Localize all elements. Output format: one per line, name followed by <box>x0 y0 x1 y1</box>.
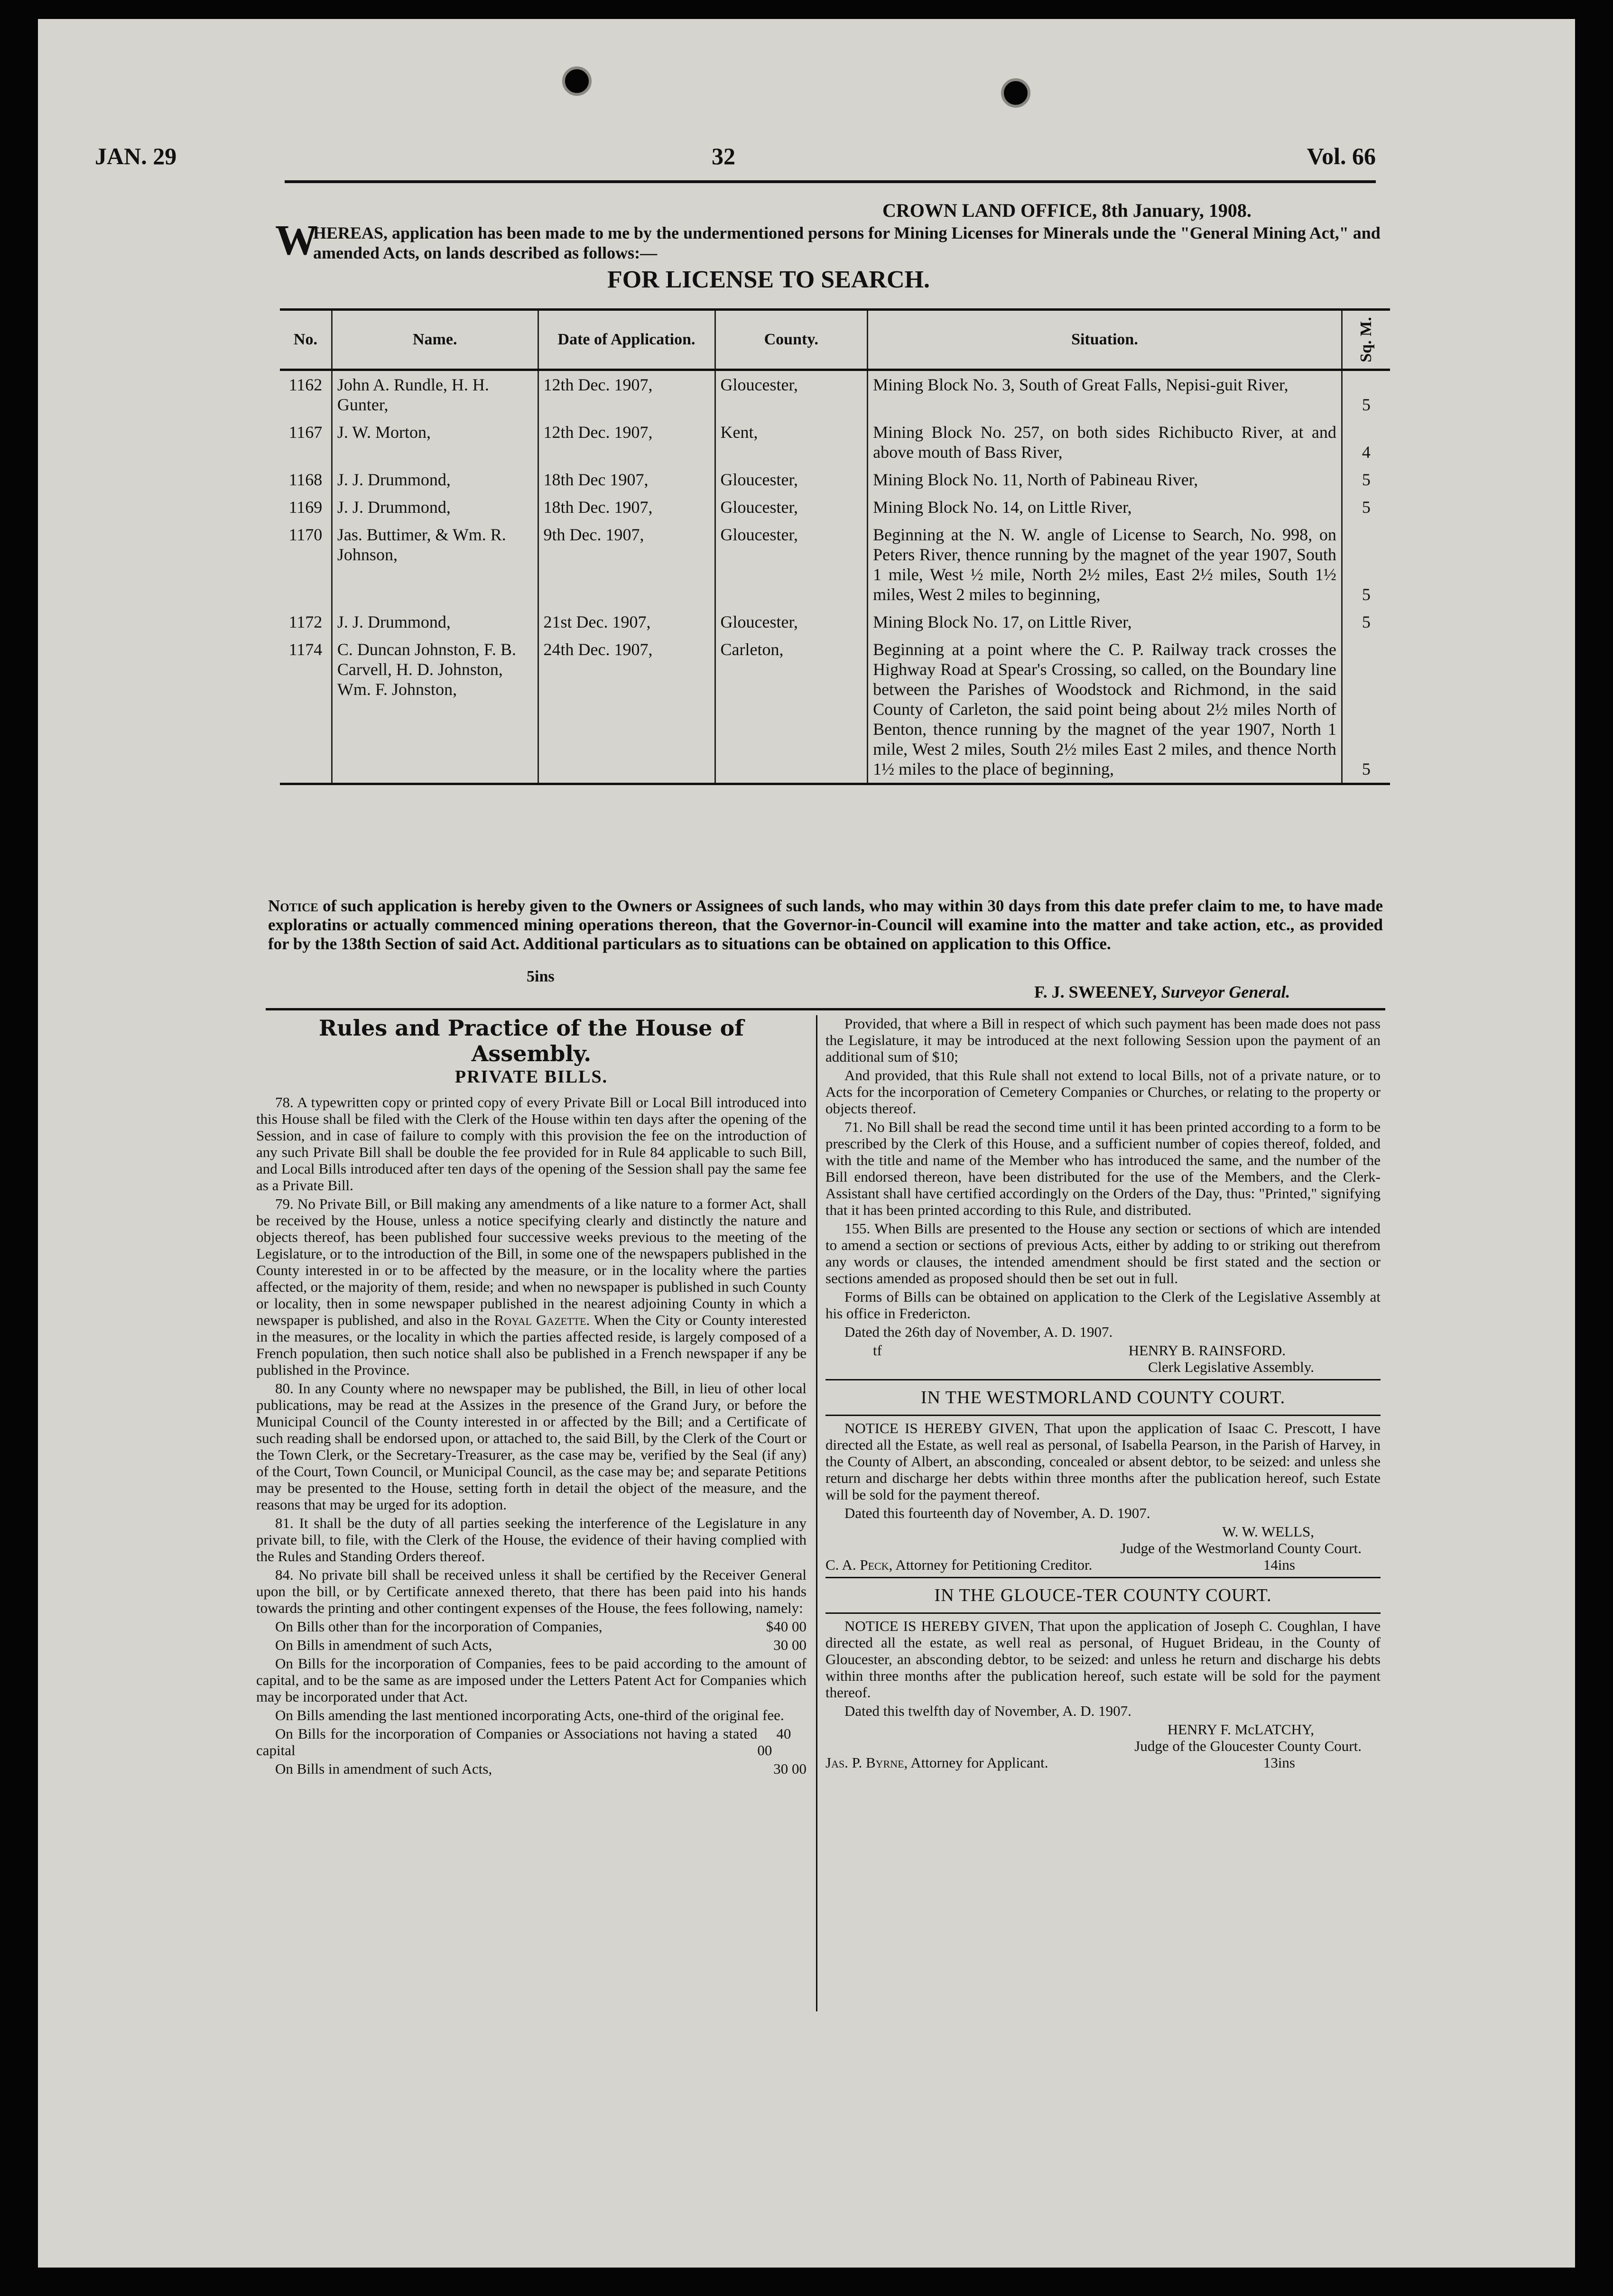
punch-hole <box>562 66 592 96</box>
whereas-text: HEREAS, application has been made to me by the undermentioned persons for Mining Licenses for Minerals unde the "General Mining Act," and amended Acts, on lands described as follows:— <box>313 223 1381 262</box>
notice-lead: Notice <box>268 897 318 915</box>
row-sq: 5 <box>1342 370 1390 419</box>
gloucester-body: That upon the application of Joseph C. Coughlan, I have directed all the estate, as well real as personal, of Huguet Brideau, in the County of Gloucester, an absconding debtor, to be seized: and unless he return and discharge his debts within three months after the publication hereof, such estate will be sold for the payment thereof. <box>825 1618 1381 1701</box>
rule-79 <box>256 1195 806 1378</box>
col-no: No. <box>280 310 332 370</box>
row-sq: 5 <box>1342 466 1390 493</box>
table-row <box>280 636 1390 784</box>
row-county: Gloucester, <box>715 466 868 493</box>
rule-79-a: 79. No Private Bill, or Bill making any amendments of a like nature to a former Act, shall be received by the House, unless a notice specifying clearly and distinctly the nature and objects thereof, has been published four successive weeks previous to the meeting of the Legislature, or to the introduction of the Bill, in some one of the newspapers published in the County interested in or to be affected by the measure, or in the locality where the parties affected, or the majority of them, reside; and when no newspaper is published in such County or locality, then in some newspaper published in the nearest adjoining County in which a newspaper is published, and also in the <box>256 1195 806 1328</box>
row-name: C. Duncan Johnston, F. B. Carvell, H. D. Johnston, Wm. F. Johnston, <box>332 636 538 784</box>
col-county: County. <box>715 310 868 370</box>
row-no: 1162 <box>288 375 323 394</box>
table-row <box>280 370 1390 419</box>
row-name: J. W. Morton, <box>332 418 538 466</box>
westmorland-notice <box>825 1420 1381 1503</box>
gloucester-attorney <box>825 1754 1048 1771</box>
rules-dated: Dated the 26th day of November, A. D. 1907. <box>844 1324 1113 1340</box>
forms-note: Forms of Bills can be obtained on application to the Clerk of the Legislative Assembly at his office in Fredericton. <box>825 1288 1381 1322</box>
fee-text: On Bills amending the last mentioned incorporating Acts, one-third of the original fee. <box>275 1707 784 1723</box>
proviso-2: And provided, that this Rule shall not extend to local Bills, not of a private nature, or to Acts for the incorporation of Cemetery Companies or Churches, or relating to the property or objects thereof. <box>825 1067 1381 1117</box>
rules-column <box>256 1015 806 1779</box>
row-situation: Beginning at the N. W. angle of License to Search, No. 998, on Peters River, thence running by the magnet of the year 1907, South 1 mile, West ½ mile, North 2½ miles, East 2½ miles, South 1½ miles, West 2 miles to beginning, <box>868 521 1342 608</box>
header-rule <box>285 180 1376 183</box>
table-row <box>280 418 1390 466</box>
row-name: J. J. Drummond, <box>332 608 538 636</box>
table-row <box>280 493 1390 521</box>
rule-81: 81. It shall be the duty of all parties seeking the interference of the Legislature in any private bill, to file, with the Clerk of the House, the evidence of their having complied with the Rules and Standing Orders thereof. <box>256 1515 806 1565</box>
col-sq <box>1342 310 1390 370</box>
section-rule <box>825 1379 1381 1380</box>
fee-label: On Bills other than for the incorporation of Companies, <box>275 1618 603 1635</box>
drop-cap: W <box>275 217 318 264</box>
row-sq: 5 <box>1342 608 1390 636</box>
row-date: 18th Dec 1907, <box>538 466 715 493</box>
page-header <box>95 138 1376 176</box>
row-no: 1167 <box>288 423 323 442</box>
row-county: Gloucester, <box>715 493 868 521</box>
row-name: J. J. Drummond, <box>332 493 538 521</box>
rules-subtitle: PRIVATE BILLS. <box>454 1067 608 1087</box>
row-sq: 4 <box>1342 418 1390 466</box>
attorney-role: Attorney for Petitioning Creditor. <box>892 1556 1093 1573</box>
surveyor-signature <box>1034 982 1290 1002</box>
rule-71: 71. No Bill shall be read the second time until it has been printed according to a form to be prescribed by the Clerk of this House, and a sufficient number of copies thereof, folded, and with the title and name of the Member who has introduced the same, and the number of the Bill endorsed thereon, have been distributed for the use of the Members, and the Clerk-Assistant shall have certified accordingly on the Orders of the Day, thus: "Printed," signifying that it has been printed according to this Rule, and distributed. <box>825 1119 1381 1218</box>
row-date: 21st Dec. 1907, <box>538 608 715 636</box>
rules-title: Rules and Practice of the House of Assembly. <box>318 1015 744 1066</box>
row-no: 1168 <box>288 470 323 489</box>
attorney-name: C. A. Peck, <box>825 1556 893 1573</box>
license-subtitle: FOR LICENSE TO SEARCH. <box>607 266 930 293</box>
fee-label: On Bills in amendment of such Acts, <box>275 1760 492 1777</box>
attorney-name: Jas. P. Byrne, <box>825 1754 908 1771</box>
gloucester-ins: 13ins <box>1263 1754 1295 1771</box>
row-name: Jas. Buttimer, & Wm. R. Johnson, <box>332 521 538 608</box>
row-situation: Beginning at a point where the C. P. Railway track crosses the Highway Road at Spear's Crossing, so called, on the Boundary line between the Parishes of Woodstock and Richmond, in the said County of Carleton, the said point being about 2½ miles North of Benton, thence running by the magnet of the year 1907, North 1 mile, West 2 miles, South 2½ miles East 2 miles, and thence North 1½ miles to the place of beginning, <box>868 636 1342 784</box>
fee-amount: 40 00 <box>757 1725 791 1759</box>
gloucester-court-heading: IN THE GLOUCE-TER COUNTY COURT. <box>934 1585 1272 1605</box>
rule-78: 78. A typewritten copy or printed copy of every Private Bill or Local Bill introduced into this House shall be filed with the Clerk of the House within ten days after the opening of the Session, and in case of failure to comply with this provision the fee on the introduction of any such Private Bill shall be double the fee provided for in Rule 84 applicable to such Bill, and Local Bills introduced after ten days of the opening of the Session shall pay the same fee as a Private Bill. <box>256 1094 806 1194</box>
westmorland-attorney-line <box>825 1556 1381 1573</box>
row-date: 18th Dec. 1907, <box>538 493 715 521</box>
westmorland-attorney <box>825 1556 1092 1573</box>
fee-label: On Bills in amendment of such Acts, <box>275 1637 492 1653</box>
notice-body: of such application is hereby given to the Owners or Assignees of such lands, who may within 30 days from this date prefer claim to me, to have made exploratins or actually commenced mining operations thereon, that the Governor-in-Council will examine into the matter and take action, etc., as provided for by the 138th Section of said Act. Additional particulars as to situations can be obtained on application to this Office. <box>268 897 1383 953</box>
punch-hole <box>1001 78 1030 108</box>
fee-amount: 30 00 <box>773 1760 806 1777</box>
gloucester-notice <box>825 1618 1381 1701</box>
notice-paragraph <box>268 897 1383 954</box>
fee-amount: $40 00 <box>766 1618 806 1635</box>
license-table <box>280 308 1390 785</box>
rule-84: 84. No private bill shall be received unless it shall be certified by the Receiver General upon the bill, or by Certificate annexed thereto, that there has been paid into his hands towards the printing and other contingent expenses of the House, the fees following, namely: <box>256 1566 806 1616</box>
westmorland-judge-title: Judge of the Westmorland County Court. <box>1120 1540 1362 1556</box>
fee-line <box>256 1637 806 1653</box>
section-rule <box>825 1415 1381 1416</box>
row-no: 1169 <box>288 498 323 517</box>
row-date: 24th Dec. 1907, <box>538 636 715 784</box>
rules-signature <box>825 1342 1381 1359</box>
gloucester-dated: Dated this twelfth day of November, A. D. 1907. <box>844 1703 1131 1719</box>
surveyor-name: F. J. SWEENEY, <box>1034 982 1157 1001</box>
fee-line <box>256 1760 806 1777</box>
row-county: Gloucester, <box>715 521 868 608</box>
row-date: 9th Dec. 1907, <box>538 521 715 608</box>
westmorland-court-heading: IN THE WESTMORLAND COUNTY COURT. <box>920 1388 1286 1407</box>
col-sq-label: Sq. M. <box>1357 317 1375 362</box>
gloucester-lead: NOTICE IS HEREBY GIVEN, <box>844 1618 1034 1634</box>
col-situation: Situation. <box>868 310 1342 370</box>
gloucester-attorney-line <box>825 1754 1381 1771</box>
row-county: Gloucester, <box>715 608 868 636</box>
rule-79-b: When the City or County interested in the measures, or the locality in which the parties affected reside, is largely composed of a French population, then such notice shall also be published in a French newspaper if any be published in the Province. <box>256 1312 806 1378</box>
row-sq: 5 <box>1342 521 1390 608</box>
row-situation: Mining Block No. 14, on Little River, <box>868 493 1342 521</box>
row-date: 12th Dec. 1907, <box>538 370 715 419</box>
column-divider <box>816 1015 817 2011</box>
section-rule <box>825 1612 1381 1614</box>
row-situation: Mining Block No. 257, on both sides Richibucto River, at and above mouth of Bass River, <box>868 418 1342 466</box>
signer-name: HENRY B. RAINSFORD. <box>1128 1342 1286 1359</box>
notices-column <box>825 1015 1381 1771</box>
row-county: Gloucester, <box>715 370 868 419</box>
row-name: John A. Rundle, H. H. Gunter, <box>332 370 538 419</box>
gloucester-judge: HENRY F. McLATCHY, <box>1167 1721 1314 1738</box>
section-rule <box>825 1577 1381 1578</box>
row-date: 12th Dec. 1907, <box>538 418 715 466</box>
attorney-role: Attorney for Applicant. <box>908 1754 1048 1771</box>
surveyor-title: Surveyor General. <box>1161 982 1290 1001</box>
col-name: Name. <box>332 310 538 370</box>
gloucester-judge-title: Judge of the Gloucester County Court. <box>1134 1738 1362 1754</box>
fee-amount: 30 00 <box>773 1637 806 1653</box>
fee-line <box>256 1725 806 1759</box>
fee-line <box>256 1618 806 1635</box>
license-table-header <box>280 310 1390 370</box>
signer-title: Clerk Legislative Assembly. <box>1148 1359 1314 1375</box>
royal-gazette: Royal Gazette. <box>494 1312 590 1328</box>
insertions-count: 5ins <box>527 968 555 985</box>
row-county: Kent, <box>715 418 868 466</box>
westmorland-lead: NOTICE IS HEREBY GIVEN, <box>844 1420 1038 1436</box>
row-sq: 5 <box>1342 636 1390 784</box>
fee-label: On Bills for the incorporation of Companies or Associations not having a stated capital <box>256 1725 758 1759</box>
col-date: Date of Application. <box>538 310 715 370</box>
rule-80: 80. In any County where no newspaper may be published, the Bill, in lieu of other local publications, may be read at the Assizes in the presence of the Grand Jury, or before the Municipal Council of the County interested in or affected by the Bill; and a Certificate of such reading shall be endorsed upon, or attached to, the said Bill, by the Clerk of the Court or the Town Clerk, or the Secretary-Treasurer, as the case may be, verified by the Seal (if any) of the Court, Town Council, or Municipal Council, as the case may be; and separate Petitions may be presented to the House, setting forth in detail the object of the measure, and the reasons that may be urged for its adoption. <box>256 1380 806 1513</box>
westmorland-body: That upon the application of Isaac C. Prescott, I have directed all the Estate, as well real as personal, of Isabella Pearson, in the Parish of Harvey, in the County of Albert, an absconding, concealed or absent debtor, to be seized: and unless she return and discharge her debts within three months after the publication hereof, such Estate will be sold for the payment thereof. <box>825 1420 1381 1503</box>
westmorland-ins: 14ins <box>1263 1556 1295 1573</box>
section-rule <box>266 1008 1385 1010</box>
header-volume: Vol. 66 <box>1307 143 1376 169</box>
fee-text: On Bills for the incorporation of Companies, fees to be paid according to the amount of capital, and to be the same as are imposed under the Letters Patent Act for Companies which may be incorporated under that Act. <box>256 1655 806 1705</box>
header-page-number: 32 <box>712 143 735 169</box>
row-no: 1170 <box>288 525 323 544</box>
row-county: Carleton, <box>715 636 868 784</box>
row-situation: Mining Block No. 11, North of Pabineau River, <box>868 466 1342 493</box>
row-sq: 5 <box>1342 493 1390 521</box>
row-name: J. J. Drummond, <box>332 466 538 493</box>
row-situation: Mining Block No. 3, South of Great Falls, Nepisi-guit River, <box>868 370 1342 419</box>
proviso-1: Provided, that where a Bill in respect of which such payment has been made does not pass the Legislature, it may be introduced at the next following Session upon the payment of an additional sum of $10; <box>825 1015 1381 1065</box>
westmorland-judge: W. W. WELLS, <box>1222 1523 1314 1540</box>
table-row <box>280 608 1390 636</box>
table-row <box>280 521 1390 608</box>
row-no: 1174 <box>280 636 332 784</box>
westmorland-dated: Dated this fourteenth day of November, A. D. 1907. <box>844 1505 1150 1521</box>
rule-155: 155. When Bills are presented to the House any section or sections of which are intended to amend a section or sections of previous Acts, either by adding to or striking out therefrom any words or clauses, the intended amendment should be first stated and the section or sections amended as proposed should then be set out in full. <box>825 1220 1381 1287</box>
row-situation: Mining Block No. 17, on Little River, <box>868 608 1342 636</box>
row-no: 1172 <box>288 612 323 631</box>
crown-office-date: CROWN LAND OFFICE, 8th January, 1908. <box>882 200 1251 221</box>
header-date: JAN. 29 <box>95 143 177 169</box>
tf-mark: tf <box>873 1342 882 1359</box>
table-row <box>280 466 1390 493</box>
